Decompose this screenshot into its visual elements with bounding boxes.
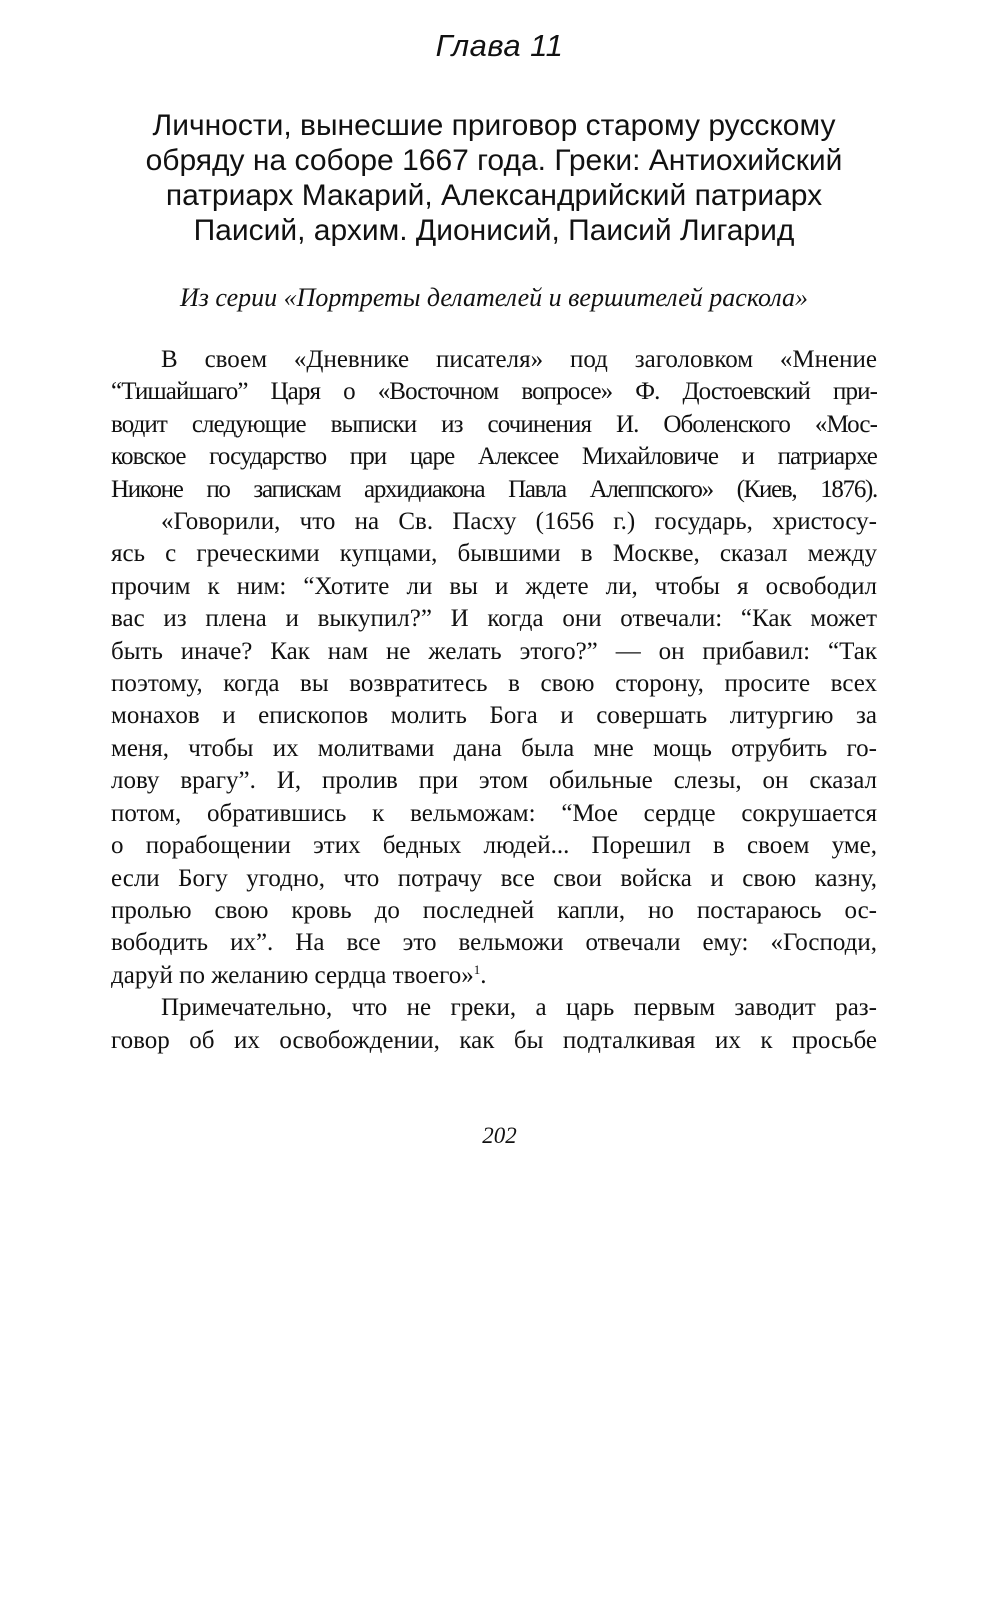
text-line: если Богу угодно, что потрачу все свои войска и свою казну,	[111, 864, 877, 892]
text-line: ковское государство при царе Алексее Михайловиче и патриархе	[111, 443, 877, 471]
chapter-title-line: Личности, вынесшие приговор старому русскому	[152, 109, 836, 142]
text-line: «Говорили, что на Св. Пасху (1656 г.) государь, христосу-	[161, 508, 877, 536]
text-line: о порабощении этих бедных людей... Порешил в своем уме,	[111, 832, 877, 860]
page-number: 202	[482, 1123, 517, 1148]
text-line: водит следующие выписки из сочинения И. Оболенского «Мос-	[111, 410, 877, 438]
text-line-content: даруй по желанию сердца твоего»	[111, 961, 474, 989]
paragraph-1	[111, 344, 877, 506]
series-note: Из серии «Портреты делателей и вершителей раскола»	[179, 283, 809, 312]
text-line: пролью свою кровь до последней капли, но постараюсь ос-	[111, 896, 877, 924]
chapter-title-line: обряду на соборе 1667 года. Греки: Антиохийский	[145, 144, 843, 177]
paragraph-3	[111, 992, 877, 1057]
text-line: Никоне по запискам архидиакона Павла Алеппского» (Киев, 1876).	[111, 475, 877, 503]
text-line: лову врагу”. И, пролив при этом обильные слезы, он сказал	[111, 767, 877, 795]
chapter-title-line: Паисий, архим. Дионисий, Паисий Лигарид	[193, 214, 795, 247]
text-line: вас из плена и выкупил?” И когда они отвечали: “Как может	[111, 605, 877, 633]
body-text	[111, 344, 877, 1057]
text-line-last	[111, 960, 877, 992]
period: .	[480, 961, 487, 989]
text-line: прочим к ним: “Хотите ли вы и ждете ли, чтобы я освободил	[111, 572, 877, 600]
paragraph-2	[111, 506, 877, 992]
text-line: говор об их освобождении, как бы подталкивая их к просьбе	[111, 1026, 877, 1054]
text-line: монахов и епископов молить Бога и совершать литургию за	[111, 702, 877, 730]
text-line: поэтому, когда вы возвратитесь в свою сторону, просите всех	[111, 670, 877, 698]
text-line: ясь с греческими купцами, бывшими в Москве, сказал между	[111, 540, 877, 568]
text-line: Примечательно, что не греки, а царь первым заводит раз-	[161, 994, 877, 1022]
text-line: потом, обратившись к вельможам: “Мое сердце сокрушается	[111, 799, 877, 827]
chapter-title-line: патриарх Макарий, Александрийский патриарх	[165, 179, 823, 212]
text-line: меня, чтобы их молитвами дана была мне мощь отрубить го-	[111, 734, 877, 762]
text-line: быть иначе? Как нам не желать этого?” — он прибавил: “Так	[111, 637, 877, 665]
chapter-label: Глава 11	[435, 28, 564, 63]
footnote-marker: 1	[473, 961, 481, 977]
text-line: “Тишайшаго” Царя о «Восточном вопросе» Ф. Достоевский при-	[111, 378, 877, 406]
text-line: вободить их”. На все это вельможи отвечали ему: «Господи,	[111, 929, 877, 957]
chapter-title	[112, 108, 876, 248]
text-line: В своем «Дневнике писателя» под заголовком «Мнение	[161, 346, 877, 373]
